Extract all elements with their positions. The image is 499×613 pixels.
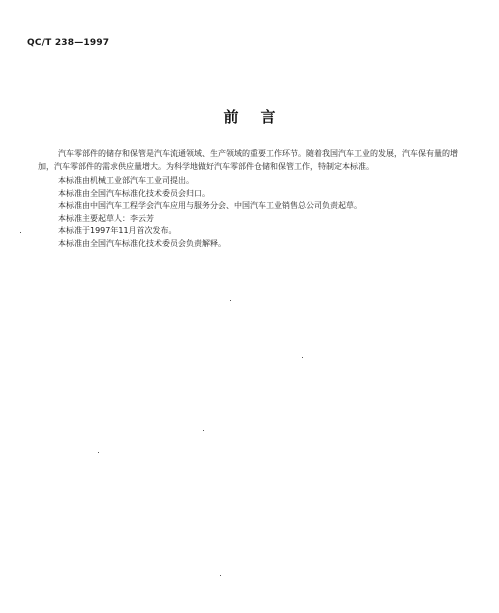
foreword-paragraph-issued: 本标准于1997年11月首次发布。 [58, 226, 177, 235]
scan-speck [20, 232, 21, 233]
standard-code: QC/T 238—1997 [27, 38, 110, 48]
page-title: 前言 [223, 108, 298, 126]
scan-speck [230, 300, 231, 301]
foreword-paragraph-intro: 汽车零部件的储存和保管是汽车流通领域、生产领域的重要工作环节。随着我国汽车工业的发展，汽车保有量的增加，汽车零部件的需求供应量增大。为科学地做好汽车零部件仓储和保管工作，特制定本标准。 [38, 149, 458, 171]
foreword-paragraph-proposer: 本标准由机械工业部汽车工业司提出。 [58, 176, 194, 185]
foreword-body [38, 148, 468, 250]
foreword-paragraph-drafter-org: 本标准由中国汽车工程学会汽车应用与服务分会、中国汽车工业销售总公司负责起草。 [58, 201, 362, 210]
foreword-paragraph-interpretation: 本标准由全国汽车标准化技术委员会负责解释。 [58, 238, 226, 248]
foreword-paragraph-centralized: 本标准由全国汽车标准化技术委员会归口。 [58, 188, 210, 198]
scan-speck [98, 452, 99, 453]
scan-speck [220, 575, 221, 576]
scan-speck [203, 430, 204, 431]
scan-speck [302, 357, 303, 358]
foreword-paragraph-drafter: 本标准主要起草人：李云芳 [58, 213, 154, 223]
